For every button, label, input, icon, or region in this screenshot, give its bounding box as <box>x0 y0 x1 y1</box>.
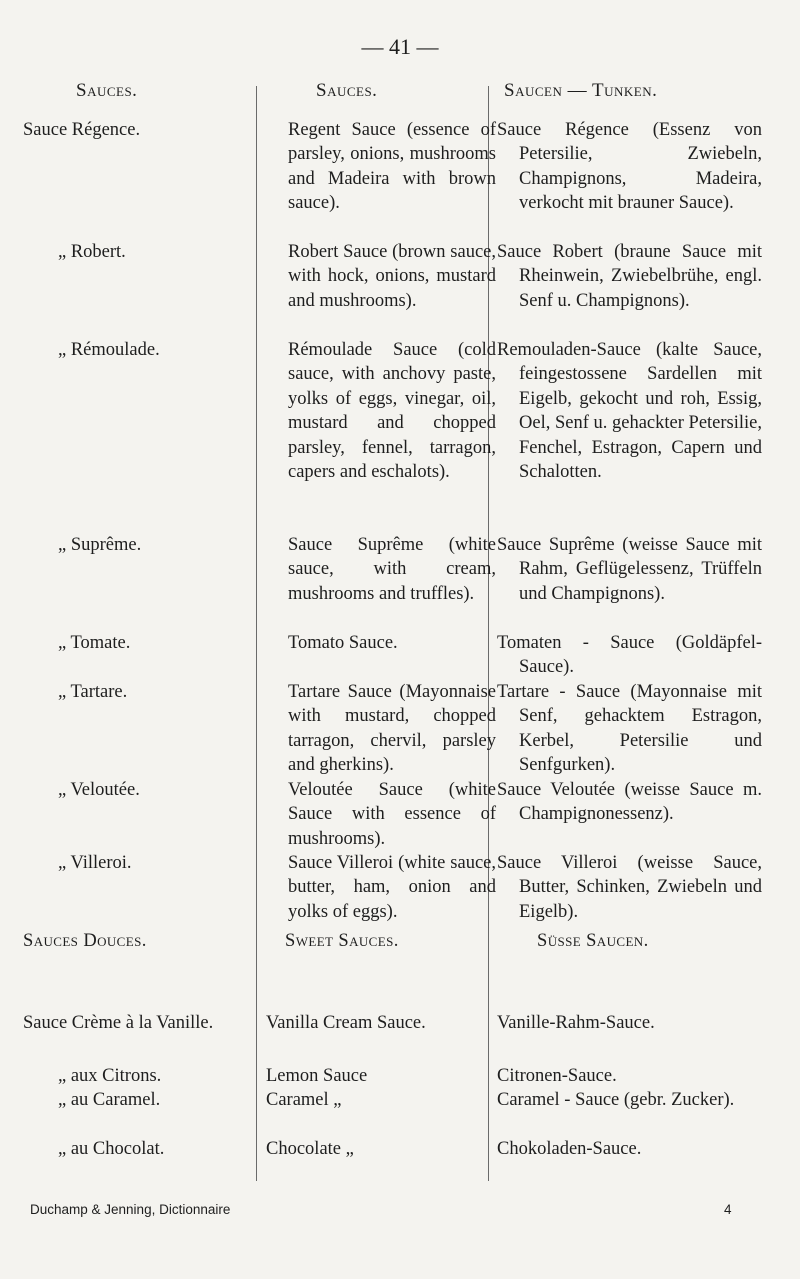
entry-de: Sauce Robert (braune Sauce mit Rheinwein, Zwiebelbrühe, engl. Senf u. Champignons). <box>497 242 762 311</box>
entry-fr: „ Tartare. <box>58 682 128 702</box>
footer-signature-mark: 4 <box>724 1202 732 1217</box>
entry-en: Tomato Sauce. <box>288 633 398 653</box>
entry-en: Chocolate „ <box>266 1139 354 1159</box>
section-head-english: Sweet Sauces. <box>285 931 399 951</box>
entry-fr: „ Suprême. <box>58 535 142 555</box>
header-english: Sauces. <box>316 80 378 101</box>
entry-de: Citronen-Sauce. <box>497 1066 617 1086</box>
entry-en: Sauce Suprême (white sauce, with cream, mushrooms and truffles). <box>288 535 496 604</box>
entry-fr: „ Villeroi. <box>58 853 132 873</box>
entry-de: Tartare - Sauce (Mayonnaise mit Senf, gehacktem Estragon, Kerbel, Petersilie und Senfgurken). <box>497 682 762 776</box>
page-number: — 41 — <box>361 34 439 59</box>
entry-fr: „ Robert. <box>58 242 126 262</box>
entry-de: Sauce Villeroi (weisse Sauce, Butter, Schinken, Zwiebeln und Eigelb). <box>497 853 762 922</box>
entry-fr: Sauce Régence. <box>23 120 141 140</box>
entry-fr: „ aux Citrons. <box>58 1066 162 1086</box>
entry-en: Veloutée Sauce (white Sauce with essence of mushrooms). <box>288 780 496 849</box>
entry-fr: „ au Chocolat. <box>58 1139 165 1159</box>
entry-de: Caramel - Sauce (gebr. Zucker). <box>497 1090 735 1110</box>
entry-en: Regent Sauce (essence of parsley, onions, mushrooms and Madeira with brown sauce). <box>288 120 496 214</box>
header-german: Saucen — Tunken. <box>504 80 658 101</box>
section-head-german: Süsse Saucen. <box>537 931 649 951</box>
entry-de: Chokoladen-Sauce. <box>497 1139 642 1159</box>
entry-de: Sauce Régence (Essenz von Petersilie, Zwiebeln, Champignons, Madeira, verkocht mit brauner Sauce). <box>497 120 762 214</box>
entry-de: Sauce Suprême (weisse Sauce mit Rahm, Geflügelessenz, Trüffeln und Champignons). <box>497 535 762 604</box>
footer-publisher: Duchamp & Jenning, Dictionnaire <box>30 1202 231 1217</box>
header-french: Sauces. <box>76 80 138 101</box>
entry-en: Rémoulade Sauce (cold sauce, with anchovy paste, yolks of eggs, vinegar, oil, mustard and chopped parsley, fennel, tarragon, capers and eschalots). <box>288 340 496 483</box>
entry-en: Vanilla Cream Sauce. <box>266 1013 426 1033</box>
entry-en: Robert Sauce (brown sauce, with hock, onions, mustard and mushrooms). <box>288 242 496 311</box>
entry-fr: Sauce Crème à la Vanille. <box>23 1013 214 1033</box>
entry-fr: „ au Caramel. <box>58 1090 161 1110</box>
entry-de: Remouladen-Sauce (kalte Sauce, feingestossene Sardellen mit Eigelb, gekocht und roh, Essig, Oel, Senf u. gehackter Petersilie, Fenchel, Estragon, Capern und Schalotten. <box>497 340 762 483</box>
entry-en: Sauce Villeroi (white sauce, butter, ham, onion and yolks of eggs). <box>288 853 496 922</box>
entry-de: Sauce Veloutée (weisse Sauce m. Champignonessenz). <box>497 780 762 825</box>
entry-de: Vanille-Rahm-Sauce. <box>497 1013 655 1033</box>
entry-en: Tartare Sauce (Mayonnaise with mustard, chopped tarragon, chervil, parsley and gherkins). <box>288 682 496 776</box>
entry-fr: „ Tomate. <box>58 633 131 653</box>
entry-en: Caramel „ <box>266 1090 342 1110</box>
entry-en: Lemon Sauce <box>266 1066 368 1086</box>
entry-fr: „ Veloutée. <box>58 780 140 800</box>
entry-fr: „ Rémoulade. <box>58 340 160 360</box>
entry-de: Tomaten - Sauce (Goldäpfel-Sauce). <box>497 633 762 678</box>
section-head-french: Sauces Douces. <box>23 931 147 951</box>
